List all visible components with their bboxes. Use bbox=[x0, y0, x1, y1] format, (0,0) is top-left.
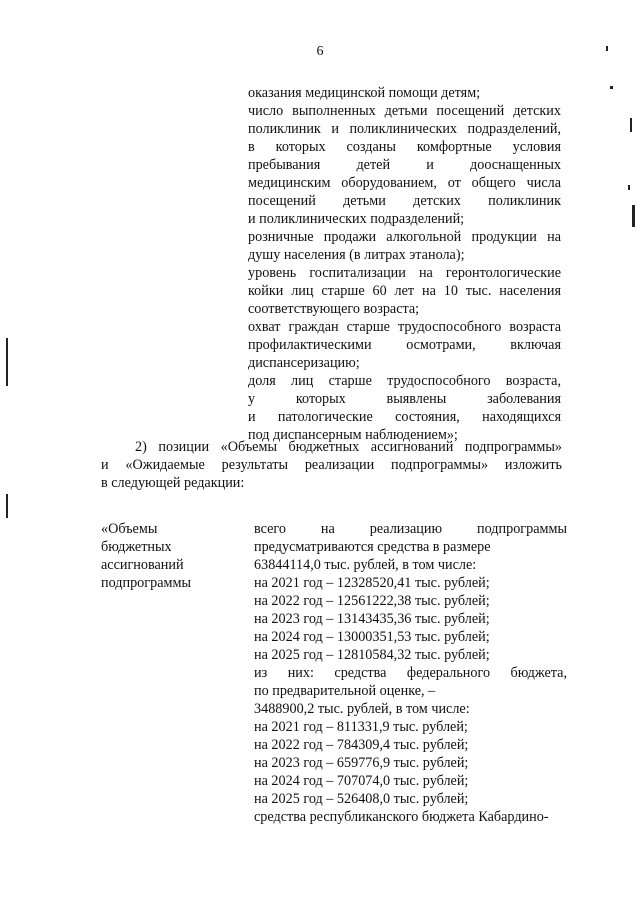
text-line: подпрограммы bbox=[101, 575, 191, 591]
scan-artifact bbox=[610, 86, 613, 89]
text-line: посещений детьми детских поликлиник bbox=[248, 193, 561, 209]
text-line: на 2021 год – 12328520,41 тыс. рублей; bbox=[254, 575, 490, 591]
text-line: 2) позиции «Объемы бюджетных ассигнований подпрограммы» bbox=[135, 439, 562, 455]
text-line: число выполненных детьми посещений детских bbox=[248, 103, 561, 119]
text-line: медицинским оборудованием, от общего числа bbox=[248, 175, 561, 191]
text-line: душу населения (в литрах этанола); bbox=[248, 247, 465, 263]
scan-artifact bbox=[630, 118, 632, 132]
text-line: предусматриваются средства в размере bbox=[254, 539, 491, 555]
text-line: из них: средства федерального бюджета, bbox=[254, 665, 567, 681]
text-line: на 2021 год – 811331,9 тыс. рублей; bbox=[254, 719, 468, 735]
text-line: койки лиц старше 60 лет на 10 тыс. населения bbox=[248, 283, 561, 299]
text-line: всего на реализацию подпрограммы bbox=[254, 521, 567, 537]
table-label-cell bbox=[101, 520, 241, 592]
text-line: на 2025 год – 526408,0 тыс. рублей; bbox=[254, 791, 469, 807]
text-line: охват граждан старше трудоспособного возраста bbox=[248, 319, 561, 335]
text-line: 63844114,0 тыс. рублей, в том числе: bbox=[254, 557, 477, 573]
text-line: доля лиц старше трудоспособного возраста, bbox=[248, 373, 561, 389]
text-line: и патологические состояния, находящихся bbox=[248, 409, 561, 425]
text-line: бюджетных bbox=[101, 539, 172, 555]
text-line: 3488900,2 тыс. рублей, в том числе: bbox=[254, 701, 470, 717]
text-line: профилактическими осмотрами, включая bbox=[248, 337, 561, 353]
text-line: в которых созданы комфортные условия bbox=[248, 139, 561, 155]
text-line: на 2022 год – 784309,4 тыс. рублей; bbox=[254, 737, 469, 753]
text-line: розничные продажи алкогольной продукции на bbox=[248, 229, 561, 245]
text-line: поликлиник и поликлинических подразделений, bbox=[248, 121, 561, 137]
scan-artifact bbox=[6, 494, 8, 518]
text-line: у которых выявлены заболевания bbox=[248, 391, 561, 407]
text-line: на 2024 год – 13000351,53 тыс. рублей; bbox=[254, 629, 490, 645]
text-line: оказания медицинской помощи детям; bbox=[248, 85, 481, 101]
text-line: и поликлинических подразделений; bbox=[248, 211, 465, 227]
text-line: пребывания детей и дооснащенных bbox=[248, 157, 561, 173]
scan-artifact bbox=[632, 205, 635, 227]
text-line: на 2022 год – 12561222,38 тыс. рублей; bbox=[254, 593, 490, 609]
text-line: в следующей редакции: bbox=[101, 475, 245, 491]
text-line: на 2023 год – 659776,9 тыс. рублей; bbox=[254, 755, 469, 771]
text-line: уровень госпитализации на геронтологические bbox=[248, 265, 561, 281]
indicators-list bbox=[248, 84, 561, 444]
text-line: под диспансерным наблюдением»; bbox=[248, 427, 458, 443]
amendment-paragraph bbox=[101, 438, 562, 492]
text-line: по предварительной оценке, – bbox=[254, 683, 436, 699]
text-line: ассигнований bbox=[101, 557, 184, 573]
text-line: на 2024 год – 707074,0 тыс. рублей; bbox=[254, 773, 469, 789]
text-line: «Объемы bbox=[101, 521, 158, 537]
text-line: на 2025 год – 12810584,32 тыс. рублей; bbox=[254, 647, 490, 663]
text-line: диспансеризацию; bbox=[248, 355, 360, 371]
text-line: и «Ожидаемые результаты реализации подпрограммы» изложить bbox=[101, 457, 562, 473]
text-line: на 2023 год – 13143435,36 тыс. рублей; bbox=[254, 611, 490, 627]
scan-artifact bbox=[628, 185, 630, 190]
text-line: средства республиканского бюджета Кабардино- bbox=[254, 809, 549, 825]
scan-artifact bbox=[6, 338, 8, 386]
text-line: соответствующего возраста; bbox=[248, 301, 420, 317]
table-value-cell bbox=[254, 520, 567, 826]
scan-artifact bbox=[606, 46, 608, 51]
page-number: 6 bbox=[316, 44, 324, 59]
